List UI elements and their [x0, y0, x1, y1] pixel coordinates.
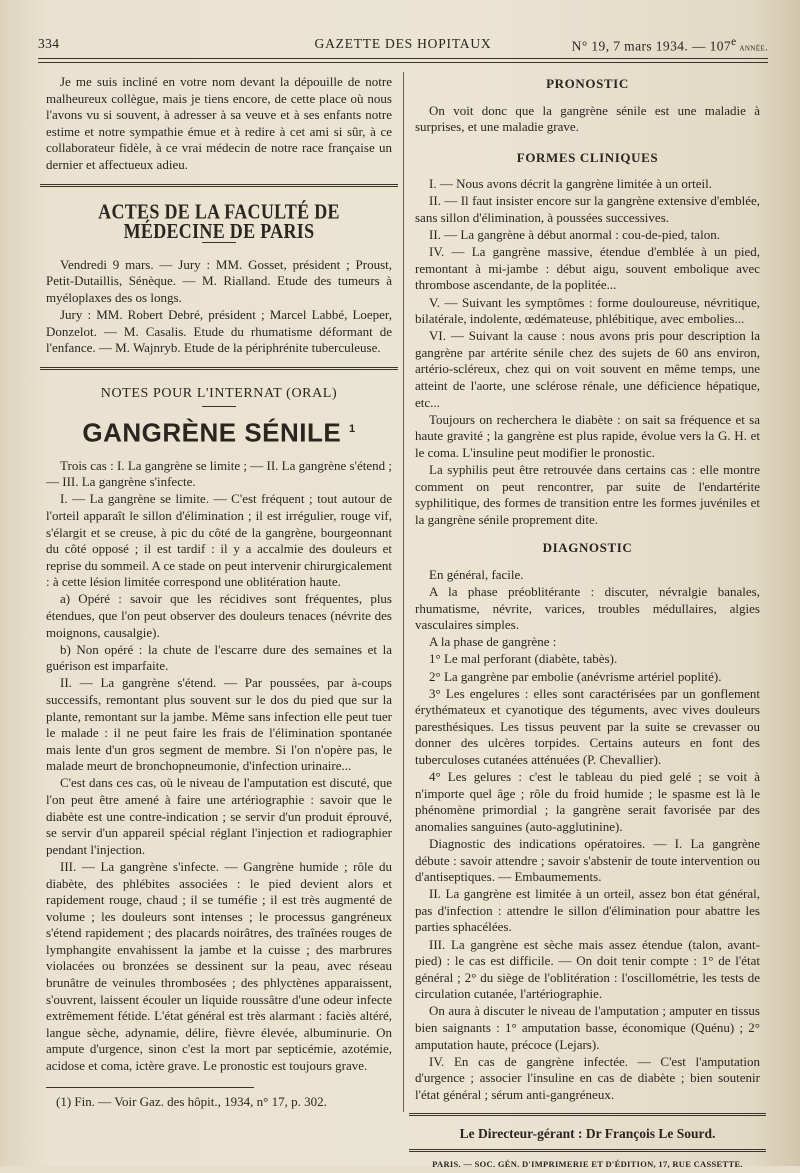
- title-underline: [202, 406, 236, 407]
- formes-paragraph: IV. — La gangrène massive, étendue d'emblée à un pied, remontant à mi-jambe : début aigu, souvent embolique avec thrombose ascendante, de la poplitée...: [415, 244, 760, 293]
- notes-title: NOTES POUR L'INTERNAT (ORAL): [100, 385, 338, 401]
- actes-paragraph: Jury : MM. Robert Debré, président ; Marcel Labbé, Loeper, Donzelot. — M. Casalis. Etude du rhumatisme déformant de l'enfance. — M. Wajnryb. Etude de la périphrénite tuberculeuse.: [46, 307, 392, 356]
- formes-title: FORMES CLINIQUES: [516, 149, 659, 165]
- pronostic-paragraph: On voit donc que la gangrène sénile est une maladie à surprises, et une maladie grave.: [415, 102, 760, 135]
- diagnostic-paragraph: On aura à discuter le niveau de l'amputation ; amputer en tissus bien saignants : 1° amputation basse, économique (Quénu) ; 2° amputation haute, précoce (Lejars).: [415, 1003, 760, 1052]
- formes-paragraph: V. — Suivant les symptômes : forme douloureuse, névritique, bilatérale, indolente, œdémateuse, phlébitique, avec embolies...: [415, 294, 760, 327]
- diagnostic-paragraph: II. La gangrène est limitée à un orteil, assez bon état général, pas d'infection : attendre le sillon d'élimination pour abattre les parties sphacélées.: [415, 886, 760, 935]
- article-title-text: GANGRÈNE SÉNILE: [82, 418, 342, 449]
- diagnostic-paragraph: 3° Les engelures : elles sont caractérisées par un gonflement érythémateux et cyanotique des téguments, avec vives douleurs paresthésiques. Les tissus peuvent par la suite se crevasser ou donner des ulcères torpides. Certains auteurs en font des tuberculoses cutanées atténuées (P. Chevallier).: [415, 685, 760, 767]
- article-title: [46, 418, 392, 449]
- diagnostic-paragraph: 4° Les gelures : c'est le tableau du pied gelé ; se voit à n'importe quel âge ; rôle du froid humide ; le spasme est là le phénomène primordial ; la gangrène serait favorisée par des anomalies sanguines (auto-agglutinine).: [415, 769, 760, 834]
- diagnostic-paragraph: En général, facile.: [429, 566, 524, 582]
- formes-paragraph: Toujours on recherchera le diabète : on sait sa fréquence et sa haute gravité ; la gangrène est plus rapide, évolue vers la G. H. et le coma. L'insuline peut modifier le pronostic.: [415, 411, 760, 460]
- diagnostic-paragraph: A la phase préoblitérante : discuter, névralgie banales, rhumatisme, névrite, varices, troubles médullaires, algies vasculaires simples.: [415, 584, 760, 633]
- diagnostic-paragraph: IV. En cas de gangrène infectée. — C'est l'amputation d'urgence ; associer l'insuline en cas de diabète ; bien soutenir l'état général ; sérum anti-gangréneux.: [415, 1053, 760, 1102]
- formes-paragraph: La syphilis peut être retrouvée dans certains cas : elle montre comment on peut rencontrer, par suite de l'endartérite syphilitique, des formes de transition entre les formes juvéniles et la gangrène sénile proprement dite.: [415, 461, 760, 527]
- intro-paragraph: Je me suis incliné en votre nom devant la dépouille de notre malheureux collègue, mais je tiens encore, de cette place où nous l'avons vu si souvent, à adresser à sa veuve et à ses enfants notre estime et notre sympathie émue et à redire à cet ami si sûr, à ce collaborateur fidèle, à ce vrai médecin de notre race française un dernier et affectueux adieu.: [46, 74, 392, 172]
- footnote: (1) Fin. — Voir Gaz. des hôpit., 1934, n° 17, p. 302.: [56, 1093, 327, 1109]
- diagnostic-paragraph: III. La gangrène est sèche mais assez étendue (talon, avant-pied) : le cas est difficile. — On doit tenir compte : 1° de l'état général ; 2° du siège de l'oblitération : l'oscillométrie, les tests de circulation cutanée, l'artériographie.: [415, 936, 760, 1002]
- header-rule: [38, 58, 768, 59]
- article-paragraph: I. — La gangrène se limite. — C'est fréquent ; tout autour de l'orteil apparaît le sillon d'élimination ; il est irrégulier, rouge vif, s'élargit et se creuse, à pic du côté de la gangrène, bourgeonnant du côté opposé ; il est tardif : il y a accalmie des douleurs et reprise du sommeil. A ce stade on peut intervenir chirurgicalement : à cette lésion limitée correspond une oblitération haute.: [46, 491, 392, 590]
- printer-imprint: PARIS. — SOC. GÉN. D'IMPRIMERIE ET D'ÉDITION, 17, RUE CASSETTE.: [432, 1159, 743, 1170]
- left-column: [46, 74, 392, 1111]
- footnote-rule: [46, 1087, 254, 1088]
- page-number: 334: [38, 36, 60, 51]
- header-rule-thin: [38, 62, 768, 63]
- section-divider: [40, 184, 398, 187]
- diagnostic-title: DIAGNOSTIC: [542, 540, 633, 556]
- diagnostic-paragraph: Diagnostic des indications opératoires. — I. La gangrène débute : savoir attendre ; savoir s'abstenir de toute intervention ou d'antiseptiques. — Embaumements.: [415, 835, 760, 885]
- article-paragraph: III. — La gangrène s'infecte. — Gangrène humide ; rôle du diabète, des phlébites associées : le pied devient alors et rapidement rouge, chaud ; il se tuméfie ; il est très augmenté de volume ; les douleurs sont intenses ; le processus gangréneux s'étend rapidement ; des placards noirâtres, des traînées rouges de lymphangite envahissent la jambe et la cuisse ; des marbrures violacées ou bronzées se dessinent sur la peau, avec réseau brunâtre de veinules thrombosées ; des phlyctènes apparaissent, s'ouvrent, laissent écouler un liquide roussâtre d'une odeur infecte extrêmement fétide. L'état général est très alarmant : faciès altéré, langue sèche, adynamie, délire, fièvre élevée, albuminurie. On ampute d'urgence, sinon c'est la mort par septicémie, azotémie, acidose et coma, ictère grave. Le pronostic est toujours grave.: [46, 858, 392, 1074]
- issue-superscript: e: [731, 36, 737, 48]
- journal-title: GAZETTE DES HOPITAUX: [314, 36, 492, 51]
- diagnostic-paragraph: 2° La gangrène par embolie (anévrisme artériel poplité).: [429, 668, 722, 684]
- printer-divider: [409, 1149, 766, 1152]
- article-paragraph: b) Non opéré : la chute de l'escarre dure des semaines et la guérison est imparfaite.: [46, 641, 392, 674]
- formes-paragraph: VI. — Suivant la cause : nous avons pris pour description la gangrène par artérite sénile chez des sujets de 60 ans environ, artério-scléreux, chez qui on voit souvent en même temps, une atteint de l'aorte, une sclérose rénale, une déficience hépatique, etc...: [415, 328, 760, 410]
- right-column: [415, 74, 760, 1173]
- actes-title: ACTES DE LA FACULTÉ DE MÉDECINE DE PARIS: [98, 199, 340, 242]
- page-header: [38, 36, 768, 56]
- issue-text: N° 19, 7 mars 1934. — 107: [571, 38, 732, 54]
- footnote-marker: 1: [348, 423, 356, 436]
- issue-annee: année.: [736, 42, 768, 54]
- section-divider: [40, 367, 398, 370]
- formes-paragraph: I. — Nous avons décrit la gangrène limitée à un orteil.: [429, 176, 713, 192]
- article-paragraph: a) Opéré : savoir que les récidives sont fréquentes, plus étendues, que l'on peut observer des douleurs tenaces (névrite des moignons, causalgie).: [46, 591, 392, 640]
- issue-info: [572, 36, 768, 55]
- director-signature: Le Directeur-gérant : Dr François Le Sourd.: [459, 1126, 716, 1142]
- pronostic-title: PRONOSTIC: [546, 76, 629, 91]
- article-paragraph: II. — La gangrène s'étend. — Par poussées, par à-coups successifs, remontant plus souvent sur le dos du pied que sur la plante, remontant sur la jambe. Même sans infection elle peut tuer le malade : il ne peut faire les frais de l'élimination spontanée mais lente d'un gros segment de membre. Si l'on n'opère pas, le malade meurt de bronchopneumonie, d'infection urinaire...: [46, 675, 392, 774]
- article-paragraph: Trois cas : I. La gangrène se limite ; — II. La gangrène s'étend ; — III. La gangrène s'infecte.: [46, 457, 392, 490]
- signature-divider: [409, 1113, 766, 1116]
- article-paragraph: C'est dans ces cas, où le niveau de l'amputation est discuté, que l'on peut être amené à faire une artériographie : savoir que le diabète est une contre-indication ; se servir d'un produit éprouvé, se servir d'un appareil spécial réglant l'injection et radiographier pendant l'injection.: [46, 775, 392, 857]
- actes-paragraph: Vendredi 9 mars. — Jury : MM. Gosset, président ; Proust, Petit-Dutaillis, Sénèque. — M. Rialland. Etude des tumeurs à myéloplaxes des os longs.: [46, 256, 392, 305]
- diagnostic-paragraph: A la phase de gangrène :: [429, 634, 557, 650]
- diagnostic-paragraph: 1° Le mal perforant (diabète, tabès).: [429, 651, 618, 667]
- formes-paragraph: II. — Il faut insister encore sur la gangrène extensive d'emblée, sans sillon d'élimination, à poussées successives.: [415, 193, 760, 226]
- formes-paragraph: II. — La gangrène à début anormal : cou-de-pied, talon.: [429, 227, 720, 243]
- column-divider: [403, 72, 404, 1112]
